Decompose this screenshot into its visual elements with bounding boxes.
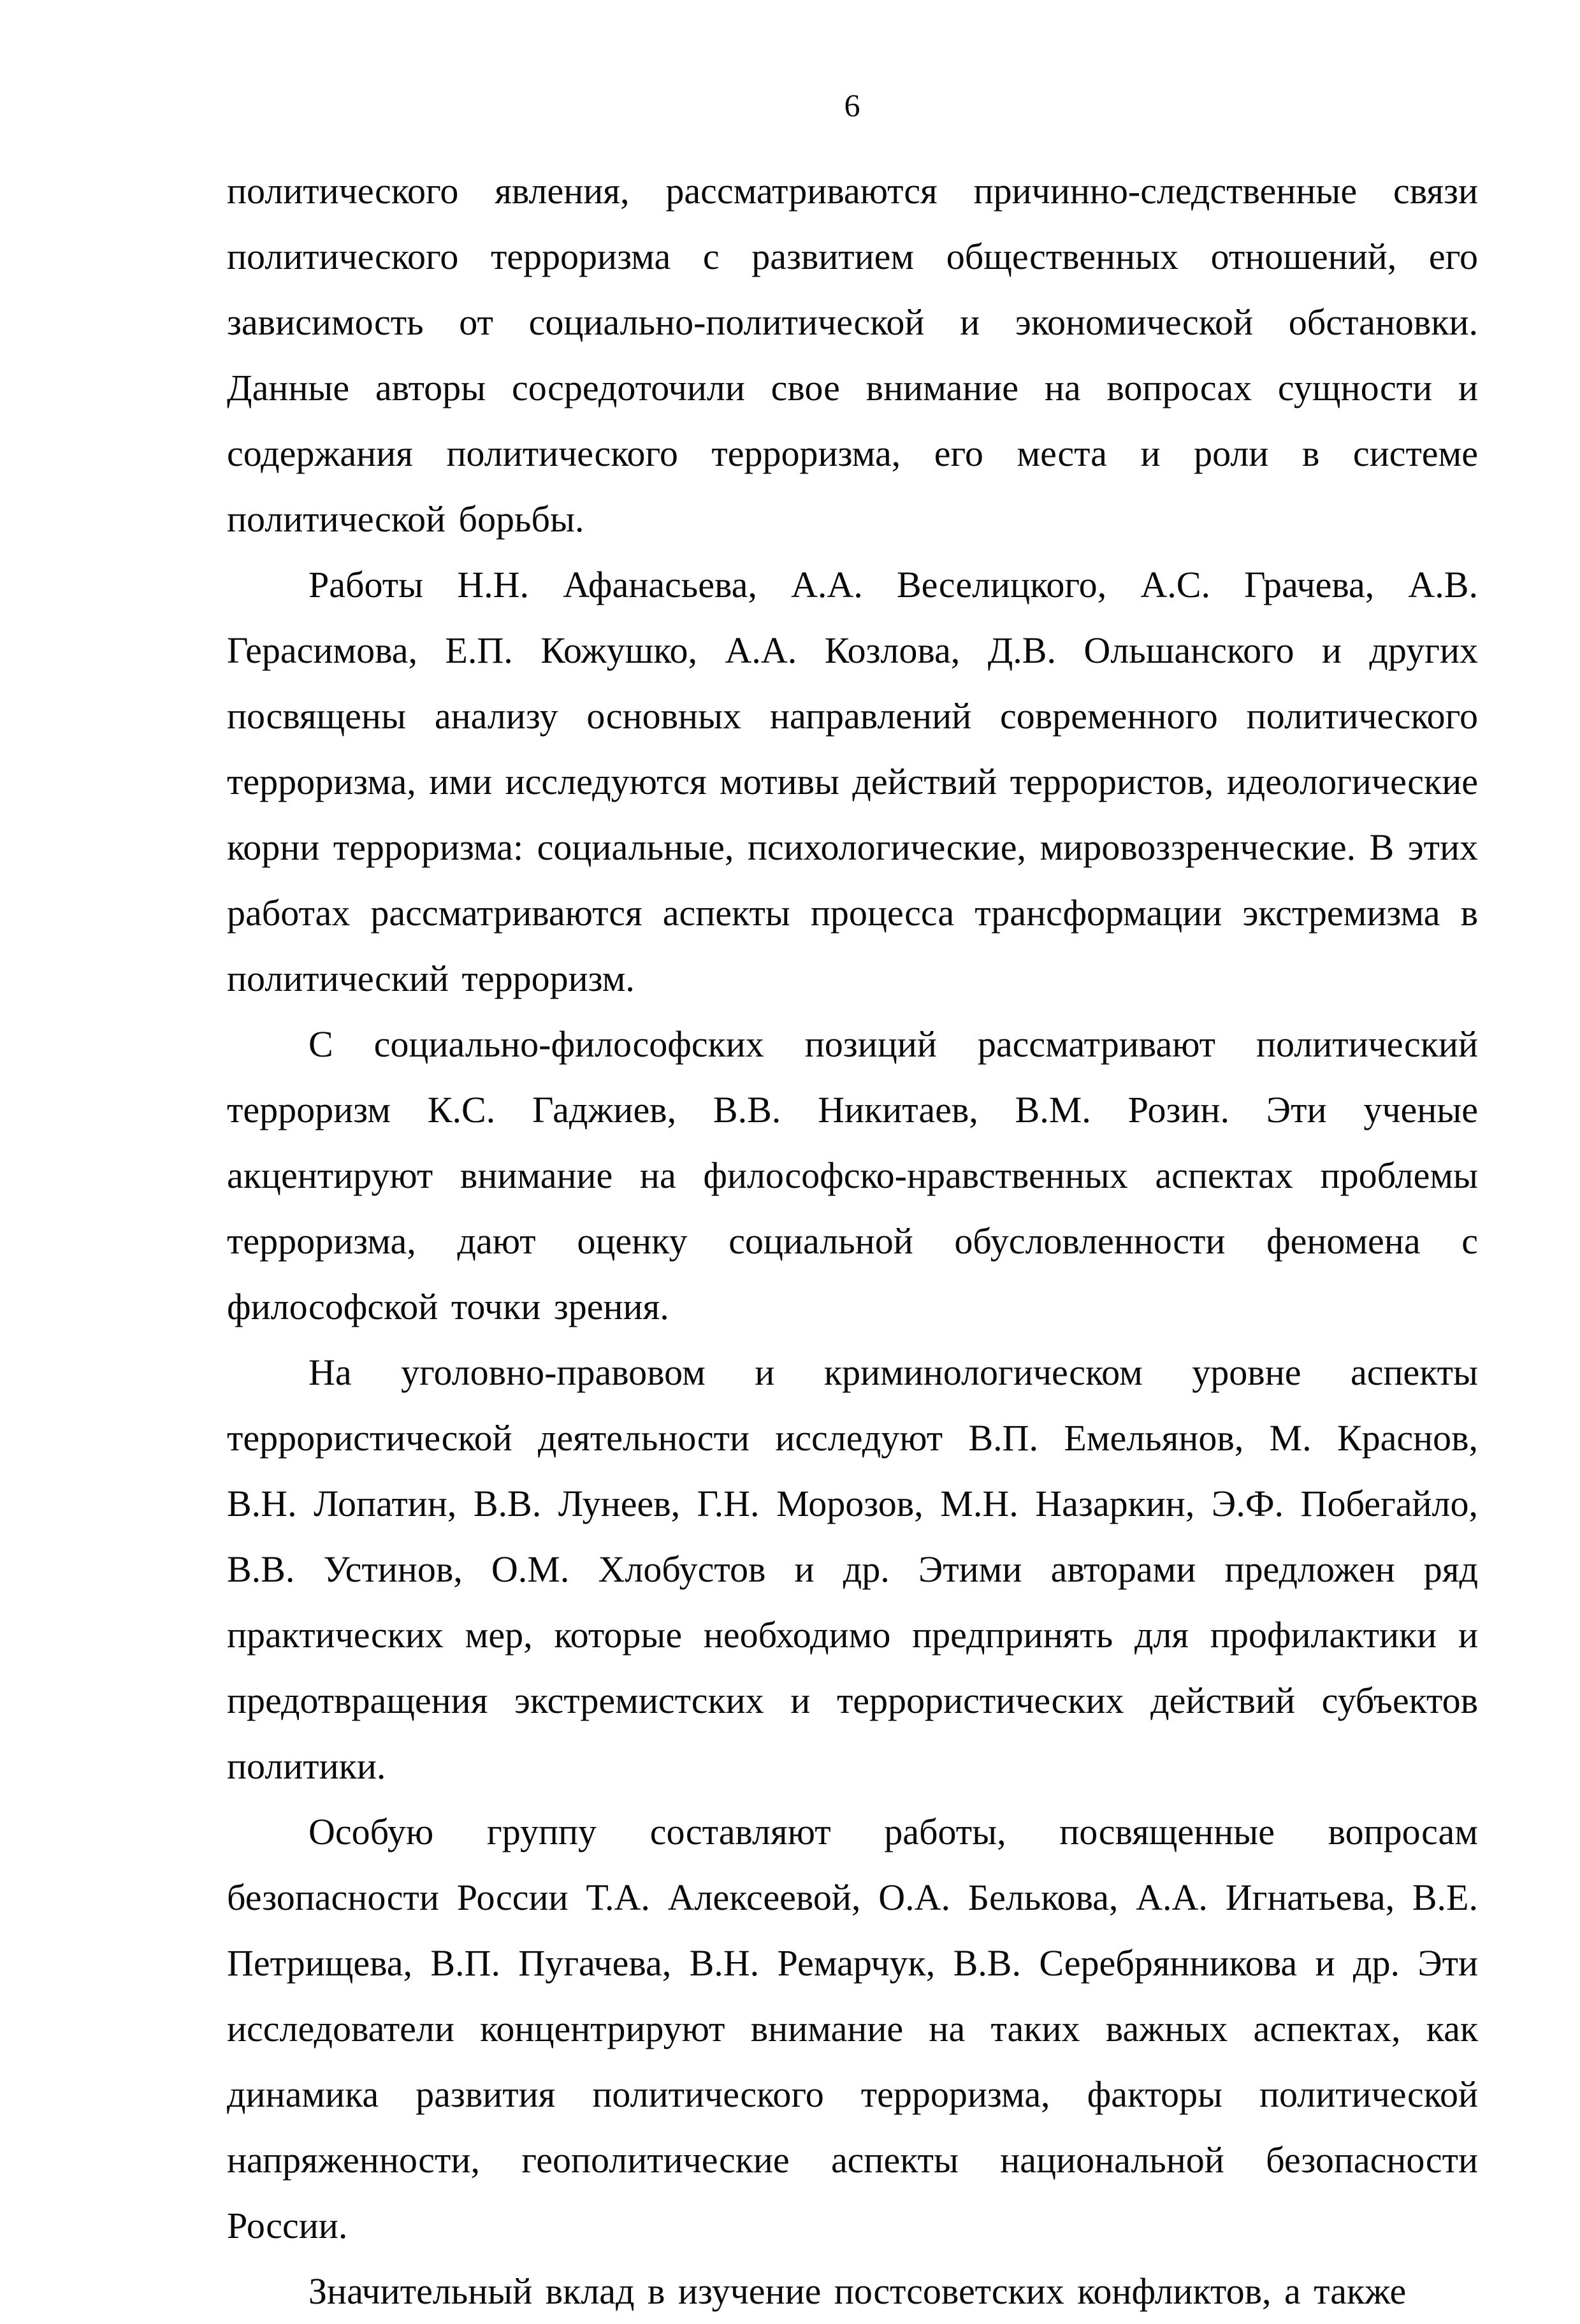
page-number: 6 bbox=[844, 87, 861, 123]
paragraph: На уголовно-правовом и криминологическом уровне аспекты террористической деятельности исследуют В.П. Емельянов, М. Краснов, В.Н. Лопатин, В.В. Лунеев, Г.Н. Морозов, М.Н. Назаркин, Э.Ф. Побегайло, В.В. Устинов, О.М. Хлобустов и др. Этими авторами предложен ряд практических мер, которые необходимо предпринять для профилактики и предотвращения экстремистских и террористических действий субъектов политики. bbox=[227, 1352, 1478, 1787]
paragraph: Работы Н.Н. Афанасьева, А.А. Веселицкого, А.С. Грачева, А.В. Герасимова, Е.П. Кожушко, А.А. Козлова, Д.В. Ольшанского и других посвящены анализу основных направлений современного политического терроризма, ими исследуются мотивы действий террористов, идеологические корни терроризма: социальные, психологические, мировоззренческие. В этих работах рассматриваются аспекты процесса трансформации экстремизма в политический терроризм. bbox=[227, 564, 1478, 999]
paragraph: Особую группу составляют работы, посвященные вопросам безопасности России Т.А. Алексеевой, О.А. Белькова, А.А. Игнатьева, В.Е. Петрищева, В.П. Пугачева, В.Н. Ремарчук, В.В. Серебрянникова и др. Эти исследователи концентрируют внимание на таких важных аспектах, как динамика развития политического терроризма, факторы политической напряженности, геополитические аспекты национальной безопасности России. bbox=[227, 1811, 1478, 2246]
page-body-text bbox=[227, 158, 1478, 2324]
paragraph: политического явления, рассматриваются причинно-следственные связи политического терроризма с развитием общественных отношений, его зависимость от социально-политической и экономической обстановки. Данные авторы сосредоточили свое внимание на вопросах сущности и содержания политического терроризма, его места и роли в системе политической борьбы. bbox=[227, 170, 1478, 540]
paragraph: Значительный вклад в изучение постсоветских конфликтов, а также bbox=[308, 2270, 1407, 2312]
paragraph: С социально-философских позиций рассматривают политический терроризм К.С. Гаджиев, В.В. Никитаев, В.М. Розин. Эти ученые акцентируют внимание на философско-нравственных аспектах проблемы терроризма, дают оценку социальной обусловленности феномена с философской точки зрения. bbox=[227, 1023, 1478, 1327]
